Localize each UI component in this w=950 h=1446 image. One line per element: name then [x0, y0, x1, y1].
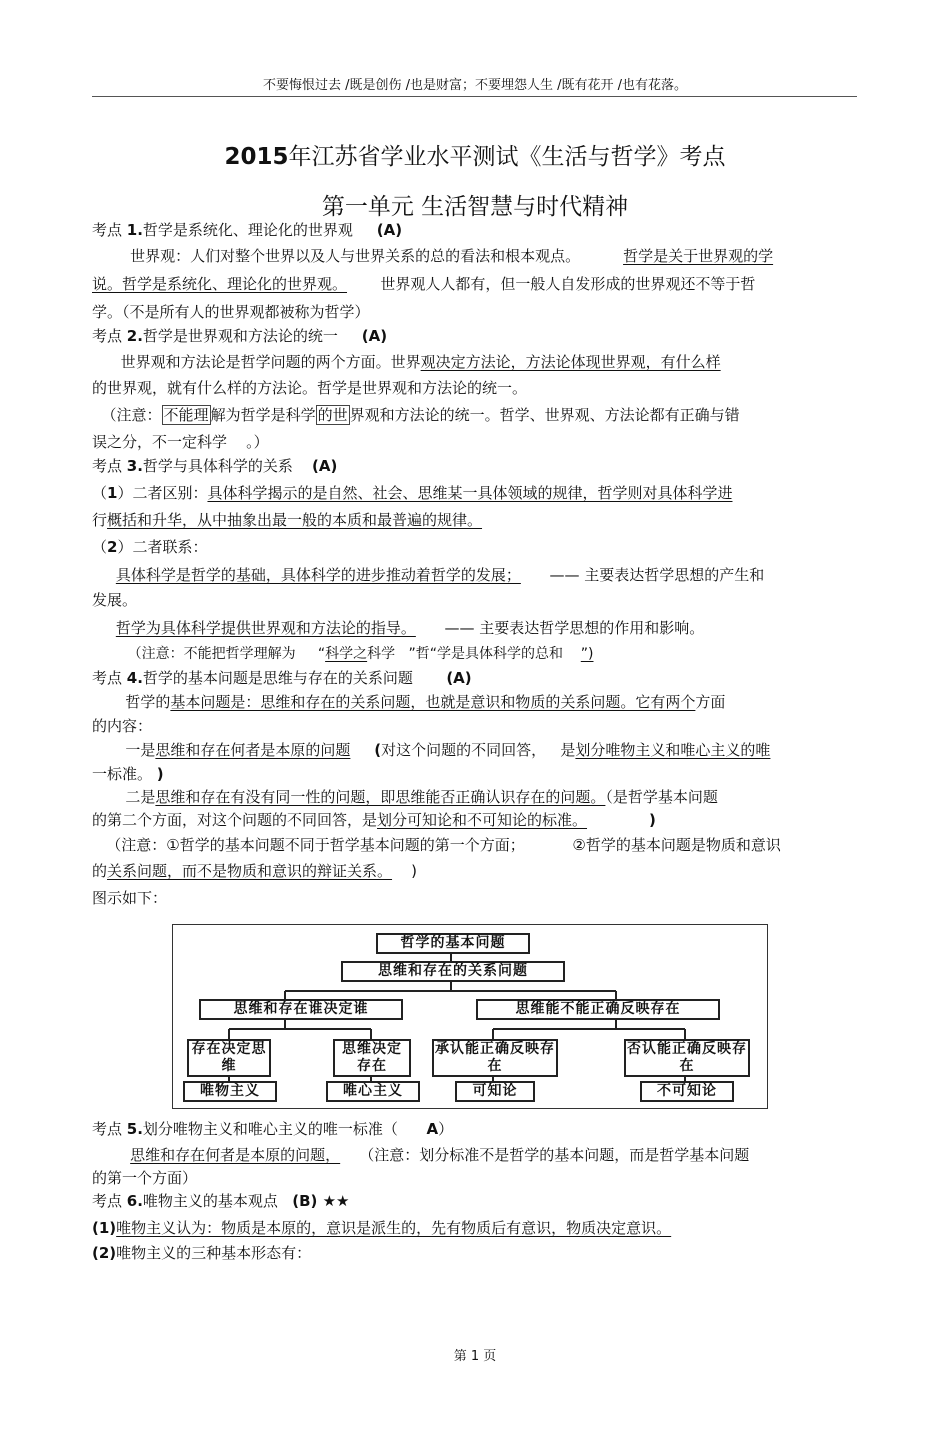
- text: 划分唯物主义和唯心主义的唯: [575, 741, 771, 759]
- text: （: [92, 538, 108, 556]
- text: 2: [107, 538, 118, 556]
- text: 哲学的基本问题是思维与存在的关系问题: [142, 669, 447, 687]
- text: 思维和存在何者是本原的问题，: [130, 1146, 341, 1164]
- text: 哲学是关于世界观的学: [623, 247, 774, 265]
- text: 解为哲学是科学: [210, 406, 316, 424]
- text: [92, 1146, 130, 1164]
- text-line: [92, 510, 482, 530]
- text: 哲学是系统化、理论化的世界观: [142, 221, 377, 239]
- text-line: [92, 352, 721, 372]
- text-line: [92, 405, 740, 425]
- text-line: 误之分，不一定科学 。）: [92, 433, 269, 451]
- text: （注意：: [92, 406, 162, 424]
- text: (A): [376, 221, 403, 239]
- text: 1.: [126, 221, 143, 239]
- node-can-reflect: 思维能不能正确反映存在: [476, 999, 720, 1020]
- text-line: （注意：①哲学的基本问题不同于哲学基本问题的第一个方面； ②哲学的基本问题是物质和意识: [92, 836, 781, 854]
- text-line: [92, 764, 164, 784]
- node-admit-reflection: 承认能正确反映存在: [432, 1039, 558, 1077]
- text-line: [92, 1145, 749, 1165]
- point-2-heading: [92, 326, 387, 346]
- text: (A): [312, 457, 338, 475]
- text: 具体科学是哲学的基础，具体科学的进步推动着哲学的发展；: [115, 566, 521, 584]
- text: 6.: [126, 1192, 143, 1210]
- point-4-heading: [92, 668, 472, 688]
- node-thought-decides-existence: 思维决定存在: [333, 1039, 411, 1077]
- basic-question-diagram: [172, 924, 768, 1109]
- text-line: 学。（不是所有人的世界观都被称为哲学）: [92, 303, 370, 321]
- text: ): [649, 811, 656, 829]
- point-6-heading: [92, 1191, 350, 1211]
- node-agnosticism: 不可知论: [640, 1081, 734, 1102]
- text-line: [92, 618, 704, 638]
- text: 2.: [126, 327, 143, 345]
- text: ): [156, 765, 164, 783]
- text-line: [92, 861, 417, 881]
- text-line: [92, 565, 764, 585]
- text-line: [92, 787, 718, 807]
- title-text: 年江苏省学业水平测试《生活与哲学》考点: [288, 144, 726, 170]
- text: 基本问题是：思维和存在的关系问题，也就是意识和物质的关系问题。它有两个: [170, 693, 696, 711]
- text: 科学之: [325, 646, 368, 662]
- text: 唯物主义的三种基本形态有：: [116, 1244, 312, 1262]
- text: （: [92, 484, 108, 502]
- text-line: 的第一个方面）: [92, 1169, 198, 1187]
- text: 5.: [126, 1120, 143, 1138]
- header-divider: [92, 96, 857, 97]
- text: 哲学的: [92, 693, 171, 711]
- node-deny-reflection: 否认能正确反映存在: [624, 1039, 750, 1077]
- text: 考点: [92, 1192, 127, 1210]
- text: 世界观和方法论是哲学问题的两个方面。世界: [92, 353, 421, 371]
- text-line: [92, 274, 755, 294]
- text: 概括和升华，从中抽象出最一般的本质和最普遍的规律。: [107, 511, 483, 529]
- text: 对这个问题的不同回答， 是: [381, 741, 576, 759]
- text: —— 主要表达哲学思想的作用和影响。: [444, 619, 705, 637]
- text: 划分唯物主义和唯心主义的唯一标准（: [142, 1120, 427, 1138]
- text: —— 主要表达哲学思想的产生和: [549, 566, 765, 584]
- text: (B) ★★: [292, 1192, 350, 1210]
- text-line: [92, 1218, 671, 1238]
- text-line: [92, 810, 656, 830]
- text: 3.: [126, 457, 143, 475]
- text: 观决定方法论，方法论体现世界观，有什么样: [420, 353, 721, 371]
- text: ): [411, 862, 417, 880]
- node-materialism: 唯物主义: [183, 1081, 277, 1102]
- text: 思维和存在何者是本原的问题: [155, 741, 351, 759]
- text: [92, 566, 116, 584]
- text-line: 图示如下：: [92, 889, 168, 907]
- unit-title: 第一单元 生活智慧与时代精神: [321, 194, 629, 220]
- text: 哲学与具体科学的关系: [142, 457, 312, 475]
- text: [92, 619, 116, 637]
- text: (: [374, 741, 382, 759]
- text: 考点: [92, 669, 127, 687]
- text: （注意：不能把哲学理解为 “: [92, 646, 326, 662]
- text: 说。哲学是系统化、理论化的世界观。: [92, 275, 348, 293]
- text-line: 发展。: [92, 591, 138, 609]
- text: （是哲学基本问题: [605, 788, 718, 806]
- text: 4.: [126, 669, 143, 687]
- text-line: [92, 246, 773, 266]
- title-year: 2015: [224, 144, 289, 170]
- text: 一是: [92, 741, 156, 759]
- text-line: [92, 537, 207, 557]
- text: 而不是物质和意识的辩证关系。: [182, 862, 393, 880]
- text-line: [92, 740, 770, 760]
- text: 哲学为具体科学提供世界观和方法论的指导。: [115, 619, 416, 637]
- text: （注意：划分标准不是哲学的基本问题，而是哲学基本问题: [359, 1146, 750, 1164]
- text: ）: [438, 1120, 454, 1138]
- text: (2): [92, 1244, 117, 1262]
- text: 考点: [92, 221, 127, 239]
- text: 的第二个方面，对这个问题的不同回答，是: [92, 811, 378, 829]
- text: 界观和方法论的统一。哲学、世界观、方法论都有正确与错: [349, 406, 740, 424]
- text-line: 的世界观，就有什么样的方法论。哲学是世界观和方法论的统一。: [92, 379, 528, 397]
- text: 二是: [92, 788, 156, 806]
- text: 考点: [92, 327, 127, 345]
- page-number: 第 1 页: [453, 1349, 497, 1364]
- text-line: [92, 692, 725, 712]
- page-header: 不要悔恨过去 /既是创伤 /也是财富；不要埋怨人生 /既有花开 /也有花落。: [262, 78, 688, 93]
- text: ）二者区别：: [117, 484, 208, 502]
- node-existence-decides-thought: 存在决定思维: [187, 1039, 271, 1077]
- text: 行: [92, 511, 108, 529]
- text: 思维和存在有没有同一性的问题，即思维能否正确认识存在的问题。: [155, 788, 606, 806]
- text: 一标准。: [92, 765, 157, 783]
- text: 考点: [92, 1120, 127, 1138]
- node-agnostic-knowable: 可知论: [455, 1081, 535, 1102]
- text-line: [92, 1243, 311, 1263]
- text: 唯物主义的基本观点: [142, 1192, 293, 1210]
- node-idealism: 唯心主义: [326, 1081, 420, 1102]
- node-relation-question: 思维和存在的关系问题: [341, 961, 565, 982]
- text: 的世: [317, 406, 348, 424]
- text: 具体科学揭示的是自然、社会、思维某一具体领域的规律，哲学则对具体科学进: [207, 484, 733, 502]
- point-3-heading: [92, 456, 337, 476]
- text-line: [92, 483, 732, 503]
- node-which-decides: 思维和存在谁决定谁: [199, 999, 403, 1020]
- text: 划分可知论和不可知论的标准。: [377, 811, 588, 829]
- text: ”): [580, 646, 594, 662]
- text: A: [426, 1120, 439, 1138]
- text: (A): [361, 327, 388, 345]
- text-line: 的内容：: [92, 717, 153, 735]
- text: 的: [92, 862, 108, 880]
- text: 不能理: [163, 406, 209, 424]
- page-title: [0, 138, 950, 171]
- text-line: [92, 644, 594, 664]
- text: ）二者联系：: [117, 538, 208, 556]
- text: (1): [92, 1219, 117, 1237]
- text: 1: [107, 484, 118, 502]
- node-root: 哲学的基本问题: [376, 933, 530, 954]
- point-5-heading: [92, 1119, 453, 1139]
- text: 唯物主义认为：物质是本原的，意识是派生的，先有物质后有意识，物质决定意识。: [116, 1219, 672, 1237]
- text: 方面: [695, 693, 726, 711]
- text: 关系问题，: [107, 862, 183, 880]
- text: 哲学是世界观和方法论的统一: [142, 327, 362, 345]
- text: 科学 ”哲“学是具体科学的总和: [367, 646, 581, 662]
- text: (A): [446, 669, 472, 687]
- text: 世界观：人们对整个世界以及人与世界关系的总的看法和根本观点。: [92, 247, 624, 265]
- text: 世界观人人都有，但一般人自发形成的世界观还不等于哲: [380, 275, 756, 293]
- point-1-heading: [92, 220, 402, 240]
- text: 考点: [92, 457, 127, 475]
